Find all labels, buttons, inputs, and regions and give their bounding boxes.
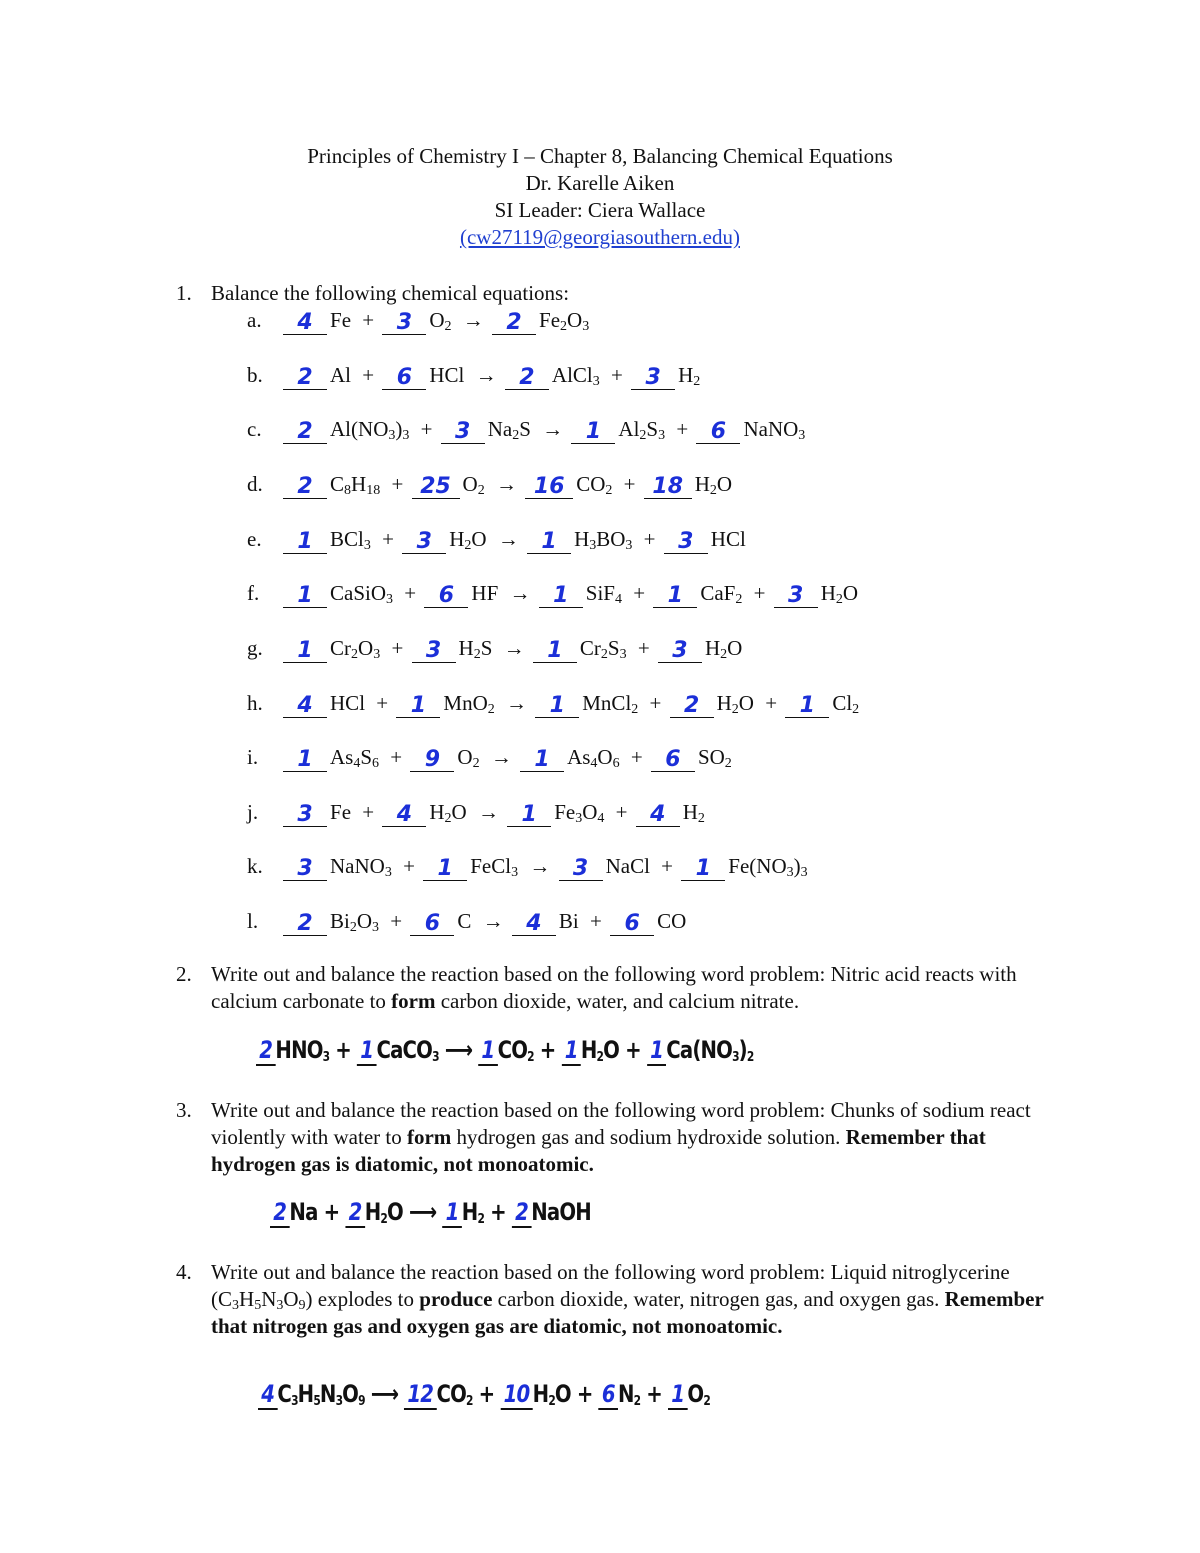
chemical-formula: MnO$_2$: [443, 691, 495, 717]
chemical-formula: $H_2O$: [449, 527, 487, 553]
chemical-formula: $H_2S$: [458, 636, 493, 662]
chemical-formula: $C_3H_5N_3O_9$: [277, 1380, 365, 1409]
coefficient: 2: [270, 1198, 289, 1228]
chemical-formula: $H_2$: [682, 800, 705, 826]
plus-sign: +: [671, 417, 694, 441]
coefficient-blank[interactable]: 1: [283, 640, 327, 663]
coefficient-blank[interactable]: 1: [283, 531, 327, 554]
chemical-formula: $SO_2$: [697, 745, 732, 771]
plus-sign: +: [386, 472, 409, 496]
chemical-formula: Na: [289, 1198, 318, 1226]
equation-letter: j.: [247, 800, 259, 824]
question-2: [176, 961, 1071, 1015]
chemical-formula: $Na_2S$: [487, 417, 531, 443]
chemical-formula: $Cr_2S_3$: [579, 636, 627, 662]
coefficient: 12: [404, 1380, 436, 1410]
course-title: Principles of Chemistry I – Chapter 8, Balancing Chemical Equations: [307, 144, 893, 168]
chemical-formula: $O_2$: [462, 472, 485, 498]
coefficient-blank[interactable]: 16: [525, 476, 573, 499]
plus-sign: +: [317, 1198, 346, 1226]
reaction-arrow: →: [504, 581, 536, 605]
coefficient-blank[interactable]: 1: [533, 640, 577, 663]
plus-sign: +: [397, 854, 421, 878]
reaction-arrow: →: [485, 745, 518, 769]
chemical-formula: $Bi_2O_3$: [330, 909, 380, 935]
plus-sign: +: [632, 636, 655, 660]
equation-row: [247, 688, 862, 718]
plus-sign: +: [386, 636, 409, 660]
coefficient: 1: [668, 1380, 687, 1410]
reaction-arrow: →: [490, 472, 523, 496]
reaction-arrow: →: [477, 909, 509, 933]
handwritten-answer-3: [270, 1198, 591, 1226]
coefficient-blank[interactable]: 2: [492, 312, 536, 335]
question-text: Write out and balance the reaction based on the following word problem: Chunks of sodium react violently with water to form hydrogen gas and sodium hydroxide solution. Remember that hydrogen gas is diatomic, not monoatomic.: [211, 1098, 1031, 1176]
equation-row: [247, 633, 745, 663]
chemical-formula: $As_4S_6$: [330, 745, 380, 771]
plus-sign: +: [610, 800, 633, 824]
coefficient-blank[interactable]: 6: [651, 749, 695, 772]
question-number: 2.: [176, 962, 192, 986]
coefficient-blank[interactable]: 1: [535, 695, 579, 718]
equation-letter: h.: [247, 691, 263, 715]
coefficient-blank[interactable]: 6: [410, 913, 454, 936]
equation-row: [247, 360, 703, 390]
chemical-formula: $H_2O$: [580, 1036, 620, 1065]
coefficient-blank[interactable]: 1: [527, 531, 571, 554]
equation-row: [247, 524, 749, 554]
chemical-formula: $H_2O$: [429, 800, 467, 826]
coefficient-blank[interactable]: 3: [283, 804, 327, 827]
coefficient-blank[interactable]: 6: [696, 421, 740, 444]
coefficient-blank[interactable]: 3: [658, 640, 702, 663]
equation-letter: k.: [247, 854, 263, 878]
question-text: Write out and balance the reaction based on the following word problem: Liquid nitroglycerine $(C_3H_5N_3O_9)$ explodes to produce carbon dioxide, water, nitrogen gas, and oxygen gas. Remember that nitrogen gas and oxygen gas are diatomic, not monoatomic.: [211, 1260, 1044, 1338]
coefficient: 6: [599, 1380, 618, 1410]
plus-sign: +: [759, 691, 783, 715]
equation-row: [247, 906, 689, 936]
equation-row: [247, 797, 708, 827]
question-text: Write out and balance the reaction based on the following word problem: Nitric acid reacts with calcium carbonate to form carbon dioxide, water, and calcium nitrate.: [211, 962, 1017, 1013]
coefficient-blank[interactable]: 1: [681, 858, 725, 881]
equation-letter: l.: [247, 909, 259, 933]
chemical-formula: AlCl$_3$: [551, 363, 600, 389]
chemical-formula: $H_2O$: [364, 1198, 403, 1227]
plus-sign: +: [570, 1380, 599, 1408]
coefficient-blank[interactable]: 9: [410, 749, 454, 772]
coefficient-blank[interactable]: 1: [653, 585, 697, 608]
chemical-formula: $H_2O$: [694, 472, 733, 498]
chemical-formula: $H_2O$: [820, 581, 859, 607]
plus-sign: +: [329, 1036, 358, 1064]
plus-sign: +: [357, 363, 380, 387]
coefficient-blank[interactable]: 1: [423, 858, 467, 881]
chemical-formula: $CO_2$: [576, 472, 613, 498]
chemical-formula: MnCl$_2$: [582, 691, 639, 717]
chemical-formula: $H_2$: [461, 1198, 485, 1227]
chemical-formula: Al: [330, 363, 352, 387]
coefficient: 1: [647, 1036, 666, 1066]
plus-sign: +: [357, 308, 380, 332]
plus-sign: +: [618, 472, 641, 496]
question-prompt: Balance the following chemical equations:: [211, 281, 570, 305]
chemical-formula: BCl$_3$: [330, 527, 371, 553]
plus-sign: +: [644, 691, 667, 715]
equation-letter: b.: [247, 363, 263, 387]
coefficient-blank[interactable]: 6: [610, 913, 654, 936]
coefficient-blank[interactable]: 3: [774, 585, 818, 608]
chemical-formula: HCl: [429, 363, 465, 387]
chemical-formula: $Ca(NO_3)_2$: [666, 1036, 754, 1065]
coefficient-blank[interactable]: 4: [283, 695, 327, 718]
plus-sign: +: [472, 1380, 501, 1408]
reaction-arrow: →: [500, 691, 533, 715]
coefficient-blank[interactable]: 4: [283, 312, 327, 335]
coefficient: 2: [256, 1036, 275, 1066]
coefficient: 1: [442, 1198, 461, 1228]
chemical-formula: CaF$_2$: [700, 581, 743, 607]
equation-letter: e.: [247, 527, 262, 551]
coefficient-blank[interactable]: 3: [559, 858, 603, 881]
coefficient-blank[interactable]: 1: [785, 695, 829, 718]
handwritten-answer-2: [256, 1036, 753, 1064]
coefficient-blank[interactable]: 3: [441, 421, 485, 444]
chemical-formula: $H_2O$: [532, 1380, 571, 1409]
chemical-formula: $N_2$: [618, 1380, 641, 1409]
chemical-formula: $H_2O$: [704, 636, 743, 662]
chemical-formula: HCl: [710, 527, 746, 551]
chemical-formula: $CO_2$: [497, 1036, 534, 1065]
chemical-formula: $Al_2S_3$: [618, 417, 666, 443]
chemical-formula: $O_2$: [687, 1380, 710, 1409]
chemical-formula: $Al(NO_3)_3$: [330, 417, 410, 443]
coefficient-blank[interactable]: 3: [283, 858, 327, 881]
plus-sign: +: [371, 691, 394, 715]
reaction-arrow: →: [492, 527, 525, 551]
equation-letter: a.: [247, 308, 262, 332]
plus-sign: +: [640, 1380, 668, 1408]
chemical-formula: $C_8H_{18}$: [330, 472, 381, 498]
chemical-formula: HF: [471, 581, 499, 605]
reaction-arrow: ⟶: [402, 1198, 443, 1226]
plus-sign: +: [748, 581, 771, 605]
question-number: 1.: [176, 281, 192, 305]
coefficient: 4: [258, 1380, 277, 1410]
coefficient-blank[interactable]: 3: [631, 367, 675, 390]
coefficient-blank[interactable]: 2: [283, 476, 327, 499]
coefficient-blank[interactable]: 3: [382, 312, 426, 335]
chemical-formula: $O_2$: [429, 308, 452, 334]
coefficient-blank[interactable]: 18: [644, 476, 692, 499]
chemical-formula: Fe: [330, 800, 352, 824]
chemical-formula: $CO_2$: [436, 1380, 473, 1409]
plus-sign: +: [605, 363, 629, 387]
coefficient-blank[interactable]: 1: [507, 804, 551, 827]
coefficient-blank[interactable]: 2: [670, 695, 714, 718]
chemical-formula: NaOH: [531, 1198, 591, 1226]
plus-sign: +: [385, 909, 408, 933]
worksheet-header: [0, 143, 1200, 251]
coefficient-blank[interactable]: 1: [283, 585, 327, 608]
chemical-formula: Bi: [558, 909, 579, 933]
plus-sign: +: [655, 854, 679, 878]
coefficient-blank[interactable]: 2: [283, 913, 327, 936]
plus-sign: +: [619, 1036, 647, 1064]
coefficient-blank[interactable]: 3: [664, 531, 708, 554]
plus-sign: +: [415, 417, 438, 441]
chemical-formula: CaSiO$_3$: [330, 581, 394, 607]
coefficient: 1: [357, 1036, 376, 1066]
coefficient-blank[interactable]: 1: [396, 695, 440, 718]
equation-letter: c.: [247, 417, 262, 441]
chemical-formula: CO: [657, 909, 687, 933]
coefficient: 1: [478, 1036, 497, 1066]
chemical-formula: $Fe_3O_4$: [554, 800, 605, 826]
equation-row: [247, 469, 735, 499]
question-number: 4.: [176, 1260, 192, 1284]
coefficient: 2: [512, 1198, 531, 1228]
reaction-arrow: →: [498, 636, 530, 660]
chemical-formula: $H_2$: [678, 363, 701, 389]
reaction-arrow: →: [524, 854, 556, 878]
equation-row: [247, 851, 811, 881]
chemical-formula: $As_4O_6$: [567, 745, 620, 771]
coefficient-blank[interactable]: 4: [382, 804, 426, 827]
coefficient-blank[interactable]: 4: [636, 804, 680, 827]
plus-sign: +: [385, 745, 408, 769]
equation-letter: g.: [247, 636, 263, 660]
si-leader: SI Leader: Ciera Wallace: [494, 198, 706, 222]
coefficient-blank[interactable]: 2: [283, 367, 327, 390]
plus-sign: +: [484, 1198, 512, 1226]
equation-row: [247, 742, 735, 772]
chemical-formula: FeCl$_3$: [470, 854, 519, 880]
plus-sign: +: [625, 745, 648, 769]
coefficient-blank[interactable]: 1: [283, 749, 327, 772]
reaction-arrow: →: [472, 800, 505, 824]
question-3: [176, 1097, 1071, 1178]
chemical-formula: SiF$_4$: [585, 581, 622, 607]
equation-letter: d.: [247, 472, 263, 496]
reaction-arrow: →: [457, 308, 490, 332]
chemical-formula: C: [457, 909, 472, 933]
question-1: [176, 280, 1071, 307]
email-link[interactable]: (cw27119@georgiasouthern.edu): [459, 225, 740, 249]
coefficient-blank[interactable]: 6: [382, 367, 426, 390]
reaction-arrow: →: [536, 417, 569, 441]
plus-sign: +: [376, 527, 400, 551]
chemical-formula: $O_2$: [457, 745, 480, 771]
chemical-formula: $Cl_2$: [832, 691, 860, 717]
coefficient-blank[interactable]: 4: [512, 913, 556, 936]
chemical-formula: NaCl: [605, 854, 650, 878]
chemical-formula: CaCO$_3$: [376, 1036, 439, 1065]
handwritten-answer-4: [258, 1380, 710, 1408]
chemical-formula: $H_2O$: [716, 691, 754, 717]
plus-sign: +: [584, 909, 608, 933]
coefficient-blank[interactable]: 2: [505, 367, 549, 390]
chemical-formula: $H_3BO_3$: [574, 527, 633, 553]
chemical-formula: $HNO_3$: [275, 1036, 330, 1065]
equation-letter: f.: [247, 581, 260, 605]
equation-row: [247, 578, 861, 608]
equation-row: [247, 305, 592, 335]
professor-name: Dr. Karelle Aiken: [525, 171, 675, 195]
coefficient: 1: [561, 1036, 580, 1066]
coefficient: 2: [345, 1198, 364, 1228]
reaction-arrow: ⟶: [438, 1036, 479, 1064]
coefficient: 10: [500, 1380, 532, 1410]
reaction-arrow: ⟶: [364, 1380, 405, 1408]
chemical-formula: NaNO$_3$: [743, 417, 806, 443]
chemical-formula: Fe: [330, 308, 352, 332]
plus-sign: +: [627, 581, 651, 605]
question-number: 3.: [176, 1098, 192, 1122]
chemical-formula: $Fe_2O_3$: [539, 308, 590, 334]
chemical-formula: $Cr_2O_3$: [330, 636, 381, 662]
coefficient-blank[interactable]: 1: [520, 749, 564, 772]
chemical-formula: $Fe(NO_3)_3$: [728, 854, 808, 880]
question-4: [176, 1259, 1071, 1340]
chemical-formula: NaNO$_3$: [330, 854, 392, 880]
plus-sign: +: [638, 527, 661, 551]
equation-row: [247, 414, 808, 444]
plus-sign: +: [533, 1036, 562, 1064]
plus-sign: +: [399, 581, 422, 605]
coefficient-blank[interactable]: 25: [412, 476, 460, 499]
coefficient-blank[interactable]: 3: [402, 531, 446, 554]
reaction-arrow: →: [470, 363, 502, 387]
plus-sign: +: [357, 800, 380, 824]
coefficient-blank[interactable]: 1: [571, 421, 615, 444]
equation-letter: i.: [247, 745, 259, 769]
coefficient-blank[interactable]: 2: [283, 421, 327, 444]
coefficient-blank[interactable]: 3: [412, 640, 456, 663]
coefficient-blank[interactable]: 6: [424, 585, 468, 608]
coefficient-blank[interactable]: 1: [539, 585, 583, 608]
chemical-formula: HCl: [330, 691, 366, 715]
